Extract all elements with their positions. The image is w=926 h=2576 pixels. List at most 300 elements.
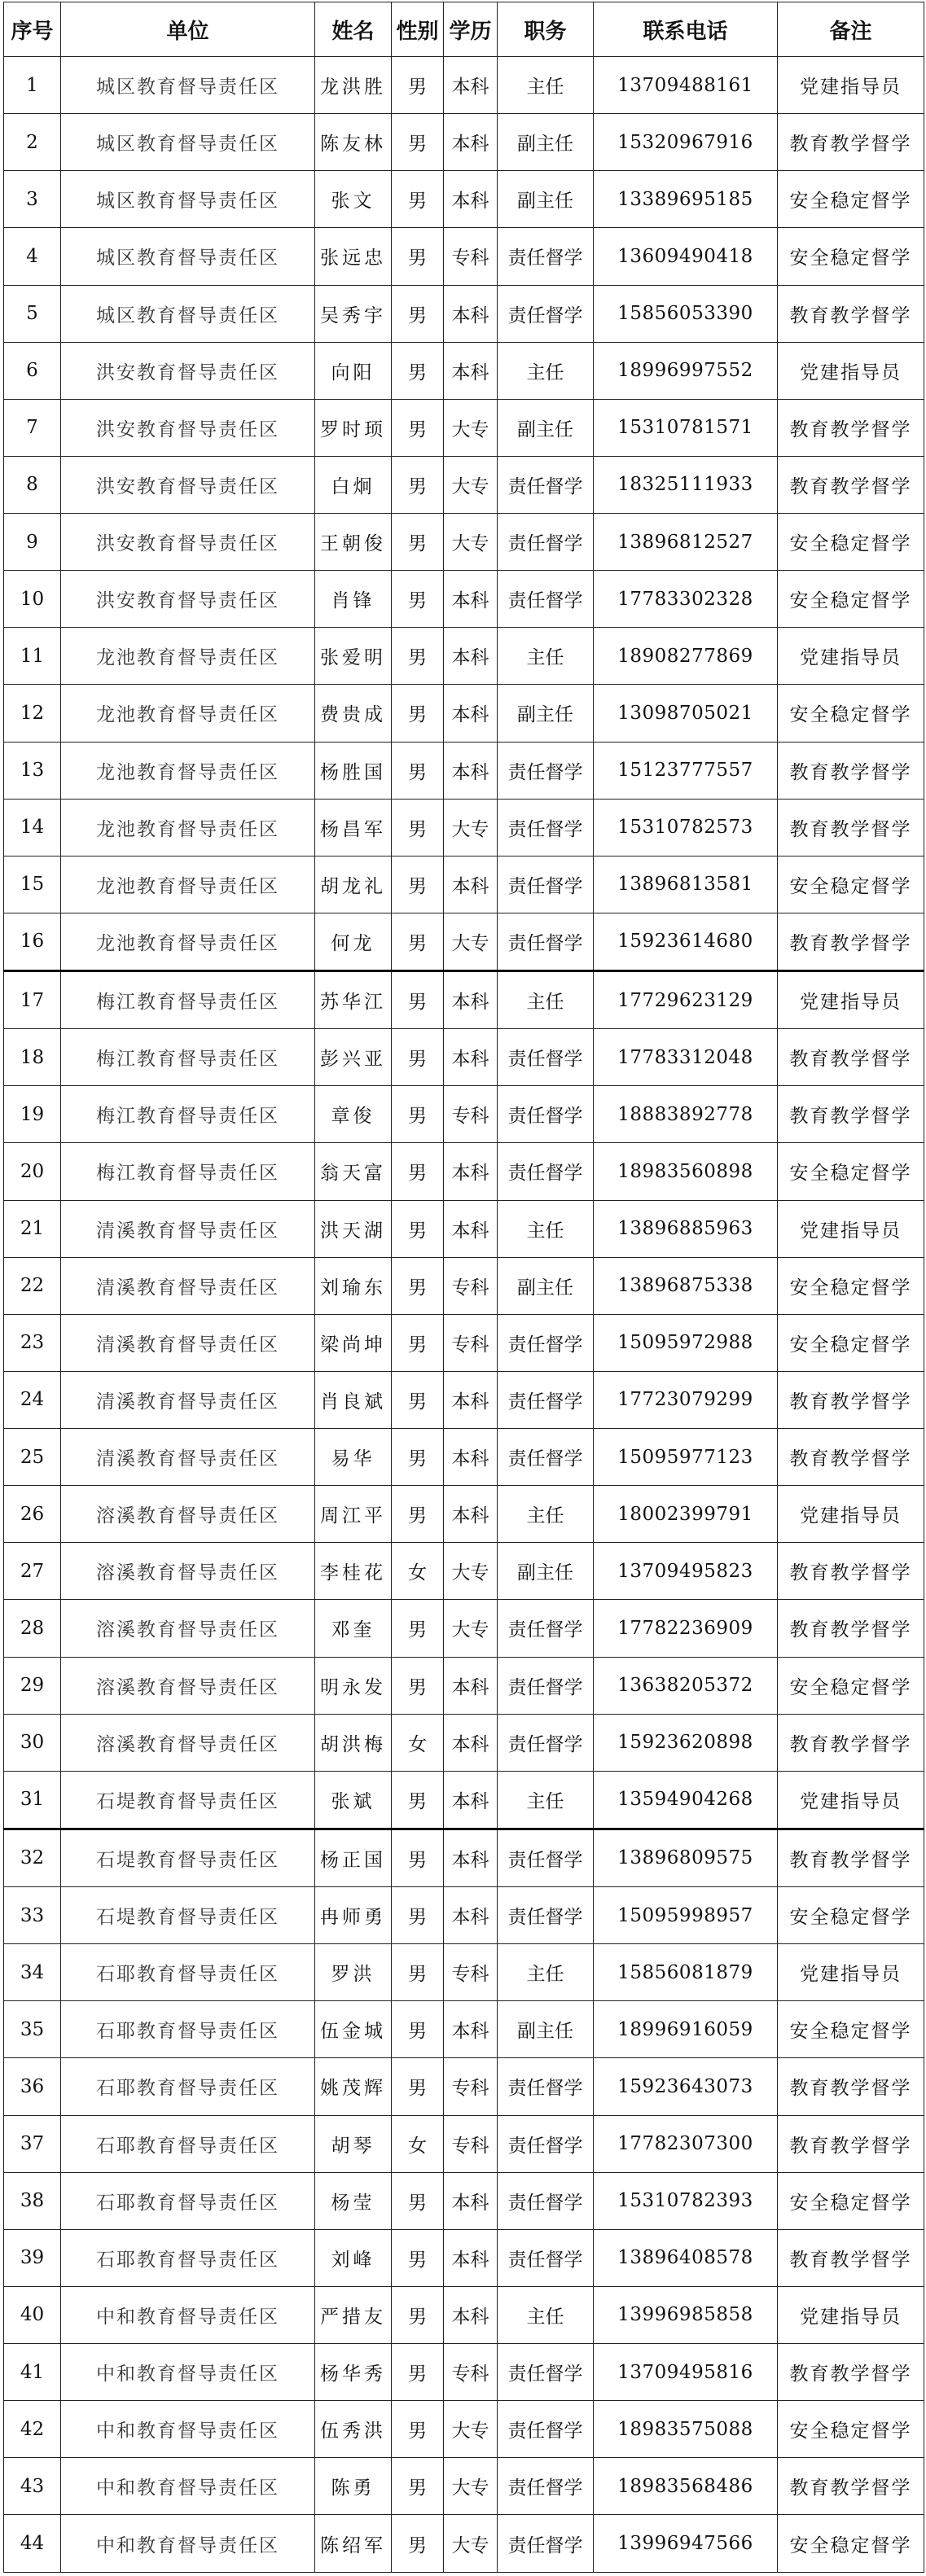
cell-index: 12 (4, 685, 61, 742)
cell-unit: 龙池教育督导责任区 (61, 913, 315, 970)
cell-name: 王朝俊 (315, 514, 392, 571)
cell-phone: 18996916059 (594, 2001, 778, 2058)
cell-note: 教育教学督学 (778, 1714, 924, 1771)
cell-note: 教育教学督学 (778, 913, 924, 970)
cell-name: 翁天富 (315, 1143, 392, 1200)
table-row (4, 1771, 924, 1829)
cell-education: 本科 (444, 2229, 498, 2286)
cell-gender: 男 (392, 971, 444, 1029)
cell-name: 伍金城 (315, 2001, 392, 2058)
cell-unit: 梅江教育督导责任区 (61, 971, 315, 1029)
table-row (4, 228, 924, 285)
cell-unit: 洪安教育督导责任区 (61, 456, 315, 513)
cell-gender: 男 (392, 1486, 444, 1543)
cell-unit: 龙池教育督导责任区 (61, 742, 315, 799)
cell-unit: 溶溪教育督导责任区 (61, 1714, 315, 1771)
cell-phone: 15923614680 (594, 913, 778, 970)
cell-unit: 石堤教育督导责任区 (61, 1829, 315, 1886)
table-row (4, 2344, 924, 2401)
cell-education: 本科 (444, 628, 498, 685)
cell-phone: 18325111933 (594, 456, 778, 513)
cell-education: 本科 (444, 114, 498, 171)
cell-gender: 男 (392, 571, 444, 628)
cell-name: 杨华秀 (315, 2344, 392, 2401)
cell-education: 专科 (444, 1944, 498, 2001)
cell-position: 责任督学 (498, 1086, 594, 1143)
cell-note: 安全稳定督学 (778, 1257, 924, 1314)
table-row (4, 628, 924, 685)
table-row (4, 1486, 924, 1543)
header-phone: 联系电话 (594, 2, 778, 57)
cell-name: 章俊 (315, 1086, 392, 1143)
cell-note: 安全稳定督学 (778, 685, 924, 742)
cell-phone: 15123777557 (594, 742, 778, 799)
table-row (4, 1143, 924, 1200)
cell-name: 胡洪梅 (315, 1714, 392, 1771)
cell-phone: 13709488161 (594, 57, 778, 114)
cell-index: 25 (4, 1429, 61, 1486)
cell-name: 肖良斌 (315, 1371, 392, 1428)
cell-gender: 男 (392, 514, 444, 571)
table-row (4, 1371, 924, 1428)
cell-gender: 男 (392, 1944, 444, 2001)
cell-position: 责任督学 (498, 1143, 594, 1200)
cell-phone: 13709495816 (594, 2344, 778, 2401)
table-row (4, 2115, 924, 2172)
cell-education: 大专 (444, 1543, 498, 1600)
cell-index: 4 (4, 228, 61, 285)
table-row (4, 171, 924, 228)
cell-note: 安全稳定督学 (778, 1143, 924, 1200)
cell-name: 易华 (315, 1429, 392, 1486)
cell-education: 大专 (444, 2515, 498, 2573)
cell-note: 教育教学督学 (778, 1029, 924, 1086)
cell-education: 大专 (444, 2401, 498, 2458)
cell-gender: 男 (392, 342, 444, 399)
cell-index: 3 (4, 171, 61, 228)
cell-education: 大专 (444, 799, 498, 856)
cell-unit: 洪安教育督导责任区 (61, 514, 315, 571)
table-row (4, 1029, 924, 1086)
cell-phone: 13389695185 (594, 171, 778, 228)
cell-education: 本科 (444, 2001, 498, 2058)
cell-gender: 男 (392, 1200, 444, 1257)
table-row (4, 971, 924, 1029)
table-row (4, 285, 924, 342)
cell-name: 张斌 (315, 1771, 392, 1829)
cell-education: 本科 (444, 856, 498, 913)
cell-index: 41 (4, 2344, 61, 2401)
cell-phone: 13996947566 (594, 2515, 778, 2573)
table-row (4, 1200, 924, 1257)
cell-note: 安全稳定督学 (778, 514, 924, 571)
cell-name: 姚茂辉 (315, 2058, 392, 2115)
cell-phone: 15095977123 (594, 1429, 778, 1486)
cell-name: 明永发 (315, 1657, 392, 1714)
cell-gender: 男 (392, 1257, 444, 1314)
cell-index: 1 (4, 57, 61, 114)
table-row (4, 2515, 924, 2573)
cell-education: 本科 (444, 57, 498, 114)
cell-index: 10 (4, 571, 61, 628)
cell-name: 罗洪 (315, 1944, 392, 2001)
cell-note: 安全稳定督学 (778, 2515, 924, 2573)
cell-education: 本科 (444, 1200, 498, 1257)
cell-position: 责任督学 (498, 1600, 594, 1657)
cell-phone: 17723079299 (594, 1371, 778, 1428)
cell-education: 本科 (444, 1887, 498, 1944)
cell-index: 2 (4, 114, 61, 171)
cell-phone: 18883892778 (594, 1086, 778, 1143)
table-body (4, 57, 924, 2573)
cell-index: 36 (4, 2058, 61, 2115)
cell-index: 8 (4, 456, 61, 513)
table-row (4, 399, 924, 456)
cell-phone: 18983560898 (594, 1143, 778, 1200)
cell-index: 5 (4, 285, 61, 342)
cell-phone: 13609490418 (594, 228, 778, 285)
cell-note: 党建指导员 (778, 1944, 924, 2001)
cell-position: 责任督学 (498, 2172, 594, 2229)
table-row (4, 2001, 924, 2058)
cell-note: 安全稳定督学 (778, 856, 924, 913)
cell-education: 本科 (444, 1829, 498, 1886)
cell-education: 本科 (444, 685, 498, 742)
cell-phone: 15923620898 (594, 1714, 778, 1771)
table-row (4, 856, 924, 913)
cell-note: 教育教学督学 (778, 2229, 924, 2286)
cell-phone: 13638205372 (594, 1657, 778, 1714)
cell-gender: 男 (392, 1887, 444, 1944)
cell-gender: 男 (392, 2458, 444, 2515)
table-row (4, 2172, 924, 2229)
header-index: 序号 (4, 2, 61, 57)
cell-unit: 石堤教育督导责任区 (61, 1771, 315, 1829)
cell-phone: 13896885963 (594, 1200, 778, 1257)
table-row (4, 2458, 924, 2515)
cell-name: 冉师勇 (315, 1887, 392, 1944)
cell-gender: 男 (392, 399, 444, 456)
cell-position: 主任 (498, 1200, 594, 1257)
cell-phone: 15310782393 (594, 2172, 778, 2229)
cell-index: 28 (4, 1600, 61, 1657)
cell-name: 费贵成 (315, 685, 392, 742)
cell-name: 梁尚坤 (315, 1314, 392, 1371)
cell-position: 副主任 (498, 171, 594, 228)
table-row (4, 2229, 924, 2286)
table-row (4, 2286, 924, 2343)
cell-index: 30 (4, 1714, 61, 1771)
cell-note: 教育教学督学 (778, 1429, 924, 1486)
cell-position: 责任督学 (498, 1887, 594, 1944)
cell-unit: 石堤教育督导责任区 (61, 1887, 315, 1944)
cell-position: 副主任 (498, 685, 594, 742)
cell-phone: 15310782573 (594, 799, 778, 856)
cell-education: 大专 (444, 1600, 498, 1657)
cell-note: 党建指导员 (778, 1771, 924, 1829)
cell-position: 责任督学 (498, 2115, 594, 2172)
cell-phone: 13896812527 (594, 514, 778, 571)
table-row (4, 1944, 924, 2001)
header-position: 职务 (498, 2, 594, 57)
cell-name: 彭兴亚 (315, 1029, 392, 1086)
cell-gender: 男 (392, 114, 444, 171)
table-row (4, 1314, 924, 1371)
cell-phone: 18983568486 (594, 2458, 778, 2515)
cell-phone: 18908277869 (594, 628, 778, 685)
cell-gender: 男 (392, 2058, 444, 2115)
header-name: 姓名 (315, 2, 392, 57)
cell-note: 党建指导员 (778, 1200, 924, 1257)
cell-index: 34 (4, 1944, 61, 2001)
cell-gender: 男 (392, 913, 444, 970)
cell-position: 主任 (498, 57, 594, 114)
cell-unit: 石耶教育督导责任区 (61, 2001, 315, 2058)
cell-name: 苏华江 (315, 971, 392, 1029)
cell-name: 胡琴 (315, 2115, 392, 2172)
cell-education: 本科 (444, 171, 498, 228)
cell-note: 教育教学督学 (778, 2344, 924, 2401)
cell-note: 党建指导员 (778, 971, 924, 1029)
cell-phone: 17782236909 (594, 1600, 778, 1657)
cell-name: 伍秀洪 (315, 2401, 392, 2458)
cell-unit: 梅江教育督导责任区 (61, 1086, 315, 1143)
cell-position: 主任 (498, 1944, 594, 2001)
cell-index: 38 (4, 2172, 61, 2229)
cell-gender: 男 (392, 228, 444, 285)
cell-unit: 中和教育督导责任区 (61, 2515, 315, 2573)
cell-phone: 15320967916 (594, 114, 778, 171)
cell-name: 张文 (315, 171, 392, 228)
cell-note: 教育教学督学 (778, 2058, 924, 2115)
cell-unit: 石耶教育督导责任区 (61, 2058, 315, 2115)
cell-gender: 男 (392, 1600, 444, 1657)
cell-unit: 中和教育督导责任区 (61, 2458, 315, 2515)
table-row (4, 1829, 924, 1886)
cell-index: 24 (4, 1371, 61, 1428)
cell-education: 专科 (444, 2344, 498, 2401)
cell-index: 16 (4, 913, 61, 970)
cell-name: 罗时顼 (315, 399, 392, 456)
cell-note: 教育教学督学 (778, 1371, 924, 1428)
cell-name: 肖锋 (315, 571, 392, 628)
cell-index: 7 (4, 399, 61, 456)
cell-index: 43 (4, 2458, 61, 2515)
cell-education: 本科 (444, 1486, 498, 1543)
cell-gender: 男 (392, 1429, 444, 1486)
cell-phone: 13896813581 (594, 856, 778, 913)
table-row (4, 1257, 924, 1314)
table-row (4, 1543, 924, 1600)
cell-index: 19 (4, 1086, 61, 1143)
cell-gender: 男 (392, 2172, 444, 2229)
cell-unit: 清溪教育督导责任区 (61, 1371, 315, 1428)
table-row (4, 799, 924, 856)
cell-gender: 男 (392, 2401, 444, 2458)
cell-name: 陈勇 (315, 2458, 392, 2515)
cell-name: 洪天湖 (315, 1200, 392, 1257)
cell-position: 副主任 (498, 399, 594, 456)
cell-unit: 清溪教育督导责任区 (61, 1257, 315, 1314)
cell-name: 何龙 (315, 913, 392, 970)
cell-gender: 女 (392, 1543, 444, 1600)
cell-position: 责任督学 (498, 2344, 594, 2401)
cell-note: 安全稳定督学 (778, 1314, 924, 1371)
cell-note: 安全稳定督学 (778, 171, 924, 228)
cell-unit: 城区教育督导责任区 (61, 171, 315, 228)
cell-note: 教育教学督学 (778, 399, 924, 456)
cell-education: 本科 (444, 1029, 498, 1086)
cell-position: 责任督学 (498, 228, 594, 285)
cell-unit: 清溪教育督导责任区 (61, 1429, 315, 1486)
cell-unit: 清溪教育督导责任区 (61, 1314, 315, 1371)
cell-note: 教育教学督学 (778, 1543, 924, 1600)
cell-gender: 男 (392, 2344, 444, 2401)
cell-index: 11 (4, 628, 61, 685)
cell-phone: 18996997552 (594, 342, 778, 399)
cell-position: 副主任 (498, 114, 594, 171)
cell-gender: 男 (392, 1143, 444, 1200)
cell-index: 22 (4, 1257, 61, 1314)
cell-position: 责任督学 (498, 456, 594, 513)
cell-phone: 13896809575 (594, 1829, 778, 1886)
cell-gender: 男 (392, 171, 444, 228)
cell-phone: 13098705021 (594, 685, 778, 742)
cell-unit: 溶溪教育督导责任区 (61, 1600, 315, 1657)
cell-education: 大专 (444, 514, 498, 571)
cell-note: 教育教学督学 (778, 1086, 924, 1143)
cell-gender: 男 (392, 1029, 444, 1086)
cell-unit: 石耶教育督导责任区 (61, 1944, 315, 2001)
cell-note: 教育教学督学 (778, 1829, 924, 1886)
cell-name: 杨正国 (315, 1829, 392, 1886)
cell-phone: 18002399791 (594, 1486, 778, 1543)
cell-education: 本科 (444, 971, 498, 1029)
cell-education: 专科 (444, 1314, 498, 1371)
cell-gender: 男 (392, 742, 444, 799)
cell-unit: 洪安教育督导责任区 (61, 571, 315, 628)
cell-unit: 梅江教育督导责任区 (61, 1029, 315, 1086)
cell-education: 本科 (444, 285, 498, 342)
cell-position: 责任督学 (498, 1657, 594, 1714)
staff-roster-table (3, 2, 924, 2573)
cell-unit: 龙池教育督导责任区 (61, 799, 315, 856)
cell-education: 大专 (444, 456, 498, 513)
cell-index: 13 (4, 742, 61, 799)
cell-unit: 城区教育督导责任区 (61, 228, 315, 285)
cell-gender: 男 (392, 2229, 444, 2286)
cell-note: 教育教学督学 (778, 2115, 924, 2172)
cell-name: 吴秀宇 (315, 285, 392, 342)
cell-gender: 男 (392, 628, 444, 685)
cell-index: 29 (4, 1657, 61, 1714)
cell-unit: 城区教育督导责任区 (61, 285, 315, 342)
cell-note: 安全稳定督学 (778, 2001, 924, 2058)
cell-position: 主任 (498, 628, 594, 685)
cell-gender: 男 (392, 799, 444, 856)
cell-education: 大专 (444, 399, 498, 456)
cell-index: 14 (4, 799, 61, 856)
cell-unit: 溶溪教育督导责任区 (61, 1543, 315, 1600)
cell-index: 23 (4, 1314, 61, 1371)
cell-phone: 18983575088 (594, 2401, 778, 2458)
cell-phone: 17783312048 (594, 1029, 778, 1086)
cell-index: 39 (4, 2229, 61, 2286)
header-note: 备注 (778, 2, 924, 57)
cell-education: 本科 (444, 571, 498, 628)
cell-position: 责任督学 (498, 1429, 594, 1486)
cell-education: 专科 (444, 1257, 498, 1314)
table-row (4, 1086, 924, 1143)
cell-phone: 13896408578 (594, 2229, 778, 2286)
cell-unit: 洪安教育督导责任区 (61, 399, 315, 456)
cell-gender: 男 (392, 856, 444, 913)
cell-index: 15 (4, 856, 61, 913)
cell-gender: 男 (392, 285, 444, 342)
cell-position: 责任督学 (498, 571, 594, 628)
cell-unit: 城区教育督导责任区 (61, 57, 315, 114)
cell-education: 本科 (444, 1714, 498, 1771)
cell-education: 本科 (444, 342, 498, 399)
cell-index: 35 (4, 2001, 61, 2058)
cell-position: 副主任 (498, 2001, 594, 2058)
cell-education: 专科 (444, 2115, 498, 2172)
cell-position: 责任督学 (498, 742, 594, 799)
cell-position: 副主任 (498, 1543, 594, 1600)
cell-gender: 男 (392, 1086, 444, 1143)
cell-name: 刘峰 (315, 2229, 392, 2286)
cell-unit: 石耶教育督导责任区 (61, 2115, 315, 2172)
cell-note: 教育教学督学 (778, 742, 924, 799)
cell-name: 邓奎 (315, 1600, 392, 1657)
table-row (4, 1600, 924, 1657)
table-row (4, 742, 924, 799)
cell-name: 陈绍军 (315, 2515, 392, 2573)
table-row (4, 571, 924, 628)
cell-index: 17 (4, 971, 61, 1029)
cell-note: 党建指导员 (778, 2286, 924, 2343)
cell-name: 龙洪胜 (315, 57, 392, 114)
cell-phone: 15923643073 (594, 2058, 778, 2115)
cell-unit: 中和教育督导责任区 (61, 2401, 315, 2458)
cell-name: 张远忠 (315, 228, 392, 285)
cell-phone: 17783302328 (594, 571, 778, 628)
cell-note: 安全稳定督学 (778, 1887, 924, 1944)
cell-name: 张爱明 (315, 628, 392, 685)
cell-phone: 15856053390 (594, 285, 778, 342)
cell-note: 教育教学督学 (778, 2458, 924, 2515)
cell-education: 本科 (444, 2286, 498, 2343)
table-header-row (4, 2, 924, 57)
cell-unit: 溶溪教育督导责任区 (61, 1486, 315, 1543)
cell-note: 教育教学督学 (778, 799, 924, 856)
cell-name: 严措友 (315, 2286, 392, 2343)
header-gender: 性别 (392, 2, 444, 57)
cell-phone: 13709495823 (594, 1543, 778, 1600)
cell-index: 21 (4, 1200, 61, 1257)
cell-position: 责任督学 (498, 514, 594, 571)
cell-position: 责任督学 (498, 285, 594, 342)
cell-position: 责任督学 (498, 2515, 594, 2573)
cell-education: 本科 (444, 1657, 498, 1714)
cell-gender: 男 (392, 1657, 444, 1714)
cell-note: 党建指导员 (778, 628, 924, 685)
table-row (4, 1657, 924, 1714)
cell-index: 37 (4, 2115, 61, 2172)
cell-position: 责任督学 (498, 799, 594, 856)
cell-index: 26 (4, 1486, 61, 1543)
cell-note: 安全稳定督学 (778, 228, 924, 285)
